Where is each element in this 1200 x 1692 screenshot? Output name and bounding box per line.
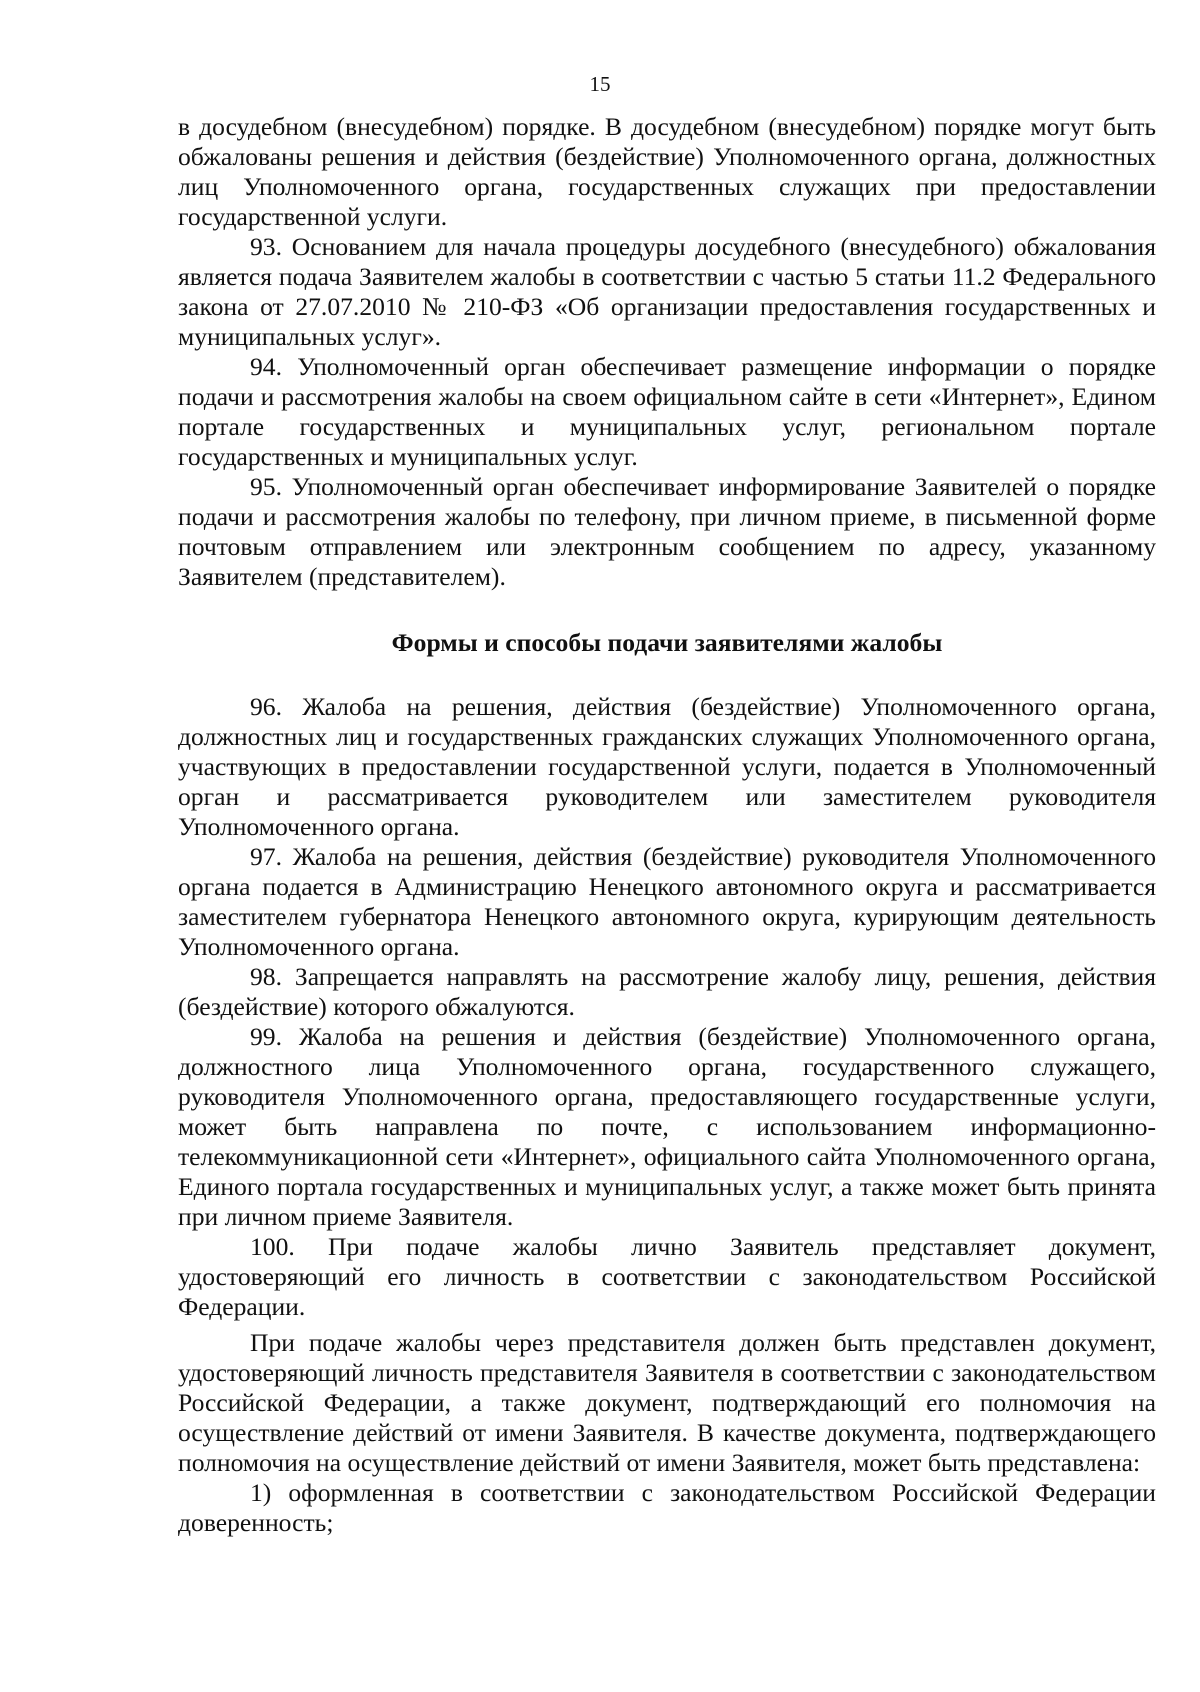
paragraph-item-1: 1) оформленная в соответствии с законодательством Российской Федерации доверенность; bbox=[178, 1478, 1156, 1537]
paragraph-100: 100. При подаче жалобы лично Заявитель представляет документ, удостоверяющий его личность в соответствии с законодательством Российской Федерации. bbox=[178, 1232, 1156, 1321]
paragraph-98: 98. Запрещается направлять на рассмотрение жалобу лицу, решения, действия (бездействие) которого обжалуются. bbox=[178, 962, 1156, 1021]
page-number: 15 bbox=[589, 72, 611, 96]
paragraph-96: 96. Жалоба на решения, действия (бездействие) Уполномоченного органа, должностных лиц и государственных гражданских служащих Уполномоченного органа, участвующих в предоставлении государственной услуги, подается в Уполномоченный орган и рассматривается руководителем или заместителем руководителя Уполномоченного органа. bbox=[178, 692, 1156, 841]
paragraph-representative: При подаче жалобы через представителя должен быть представлен документ, удостоверяющий личность представителя Заявителя в соответствии с законодательством Российской Федерации, а также документ, подтверждающий его полномочия на осуществление действий от имени Заявителя. В качестве документа, подтверждающего полномочия на осуществление действий от имени Заявителя, может быть представлена: bbox=[178, 1328, 1156, 1477]
paragraph-continuation: в досудебном (внесудебном) порядке. В досудебном (внесудебном) порядке могут быть обжалованы решения и действия (бездействие) Уполномоченного органа, должностных лиц Уполномоченного органа, государственных служащих при предоставлении государственной услуги. bbox=[178, 112, 1156, 231]
paragraph-94: 94. Уполномоченный орган обеспечивает размещение информации о порядке подачи и рассмотрения жалобы на своем официальном сайте в сети «Интернет», Едином портале государственных и муниципальных услуг, региональном портале государственных и муниципальных услуг. bbox=[178, 352, 1156, 471]
paragraph-93: 93. Основанием для начала процедуры досудебного (внесудебного) обжалования является подача Заявителем жалобы в соответствии с частью 5 статьи 11.2 Федерального закона от 27.07.2010 № 210-ФЗ «Об организации предоставления государственных и муниципальных услуг». bbox=[178, 232, 1156, 351]
paragraph-95: 95. Уполномоченный орган обеспечивает информирование Заявителей о порядке подачи и рассмотрения жалобы по телефону, при личном приеме, в письменной форме почтовым отправлением или электронным сообщением по адресу, указанному Заявителем (представителем). bbox=[178, 472, 1156, 591]
section-heading: Формы и способы подачи заявителями жалобы bbox=[391, 628, 943, 657]
paragraph-99: 99. Жалоба на решения и действия (бездействие) Уполномоченного органа, должностного лица Уполномоченного органа, государственного служащего, руководителя Уполномоченного органа, предоставляющего государственные услуги, может быть направлена по почте, с использованием информационно-телекоммуникационной сети «Интернет», официального сайта Уполномоченного органа, Единого портала государственных и муниципальных услуг, а также может быть принята при личном приеме Заявителя. bbox=[178, 1022, 1156, 1231]
document-body bbox=[178, 112, 1156, 1538]
paragraph-97: 97. Жалоба на решения, действия (бездействие) руководителя Уполномоченного органа подается в Администрацию Ненецкого автономного округа и рассматривается заместителем губернатора Ненецкого автономного округа, курирующим деятельность Уполномоченного органа. bbox=[178, 842, 1156, 961]
